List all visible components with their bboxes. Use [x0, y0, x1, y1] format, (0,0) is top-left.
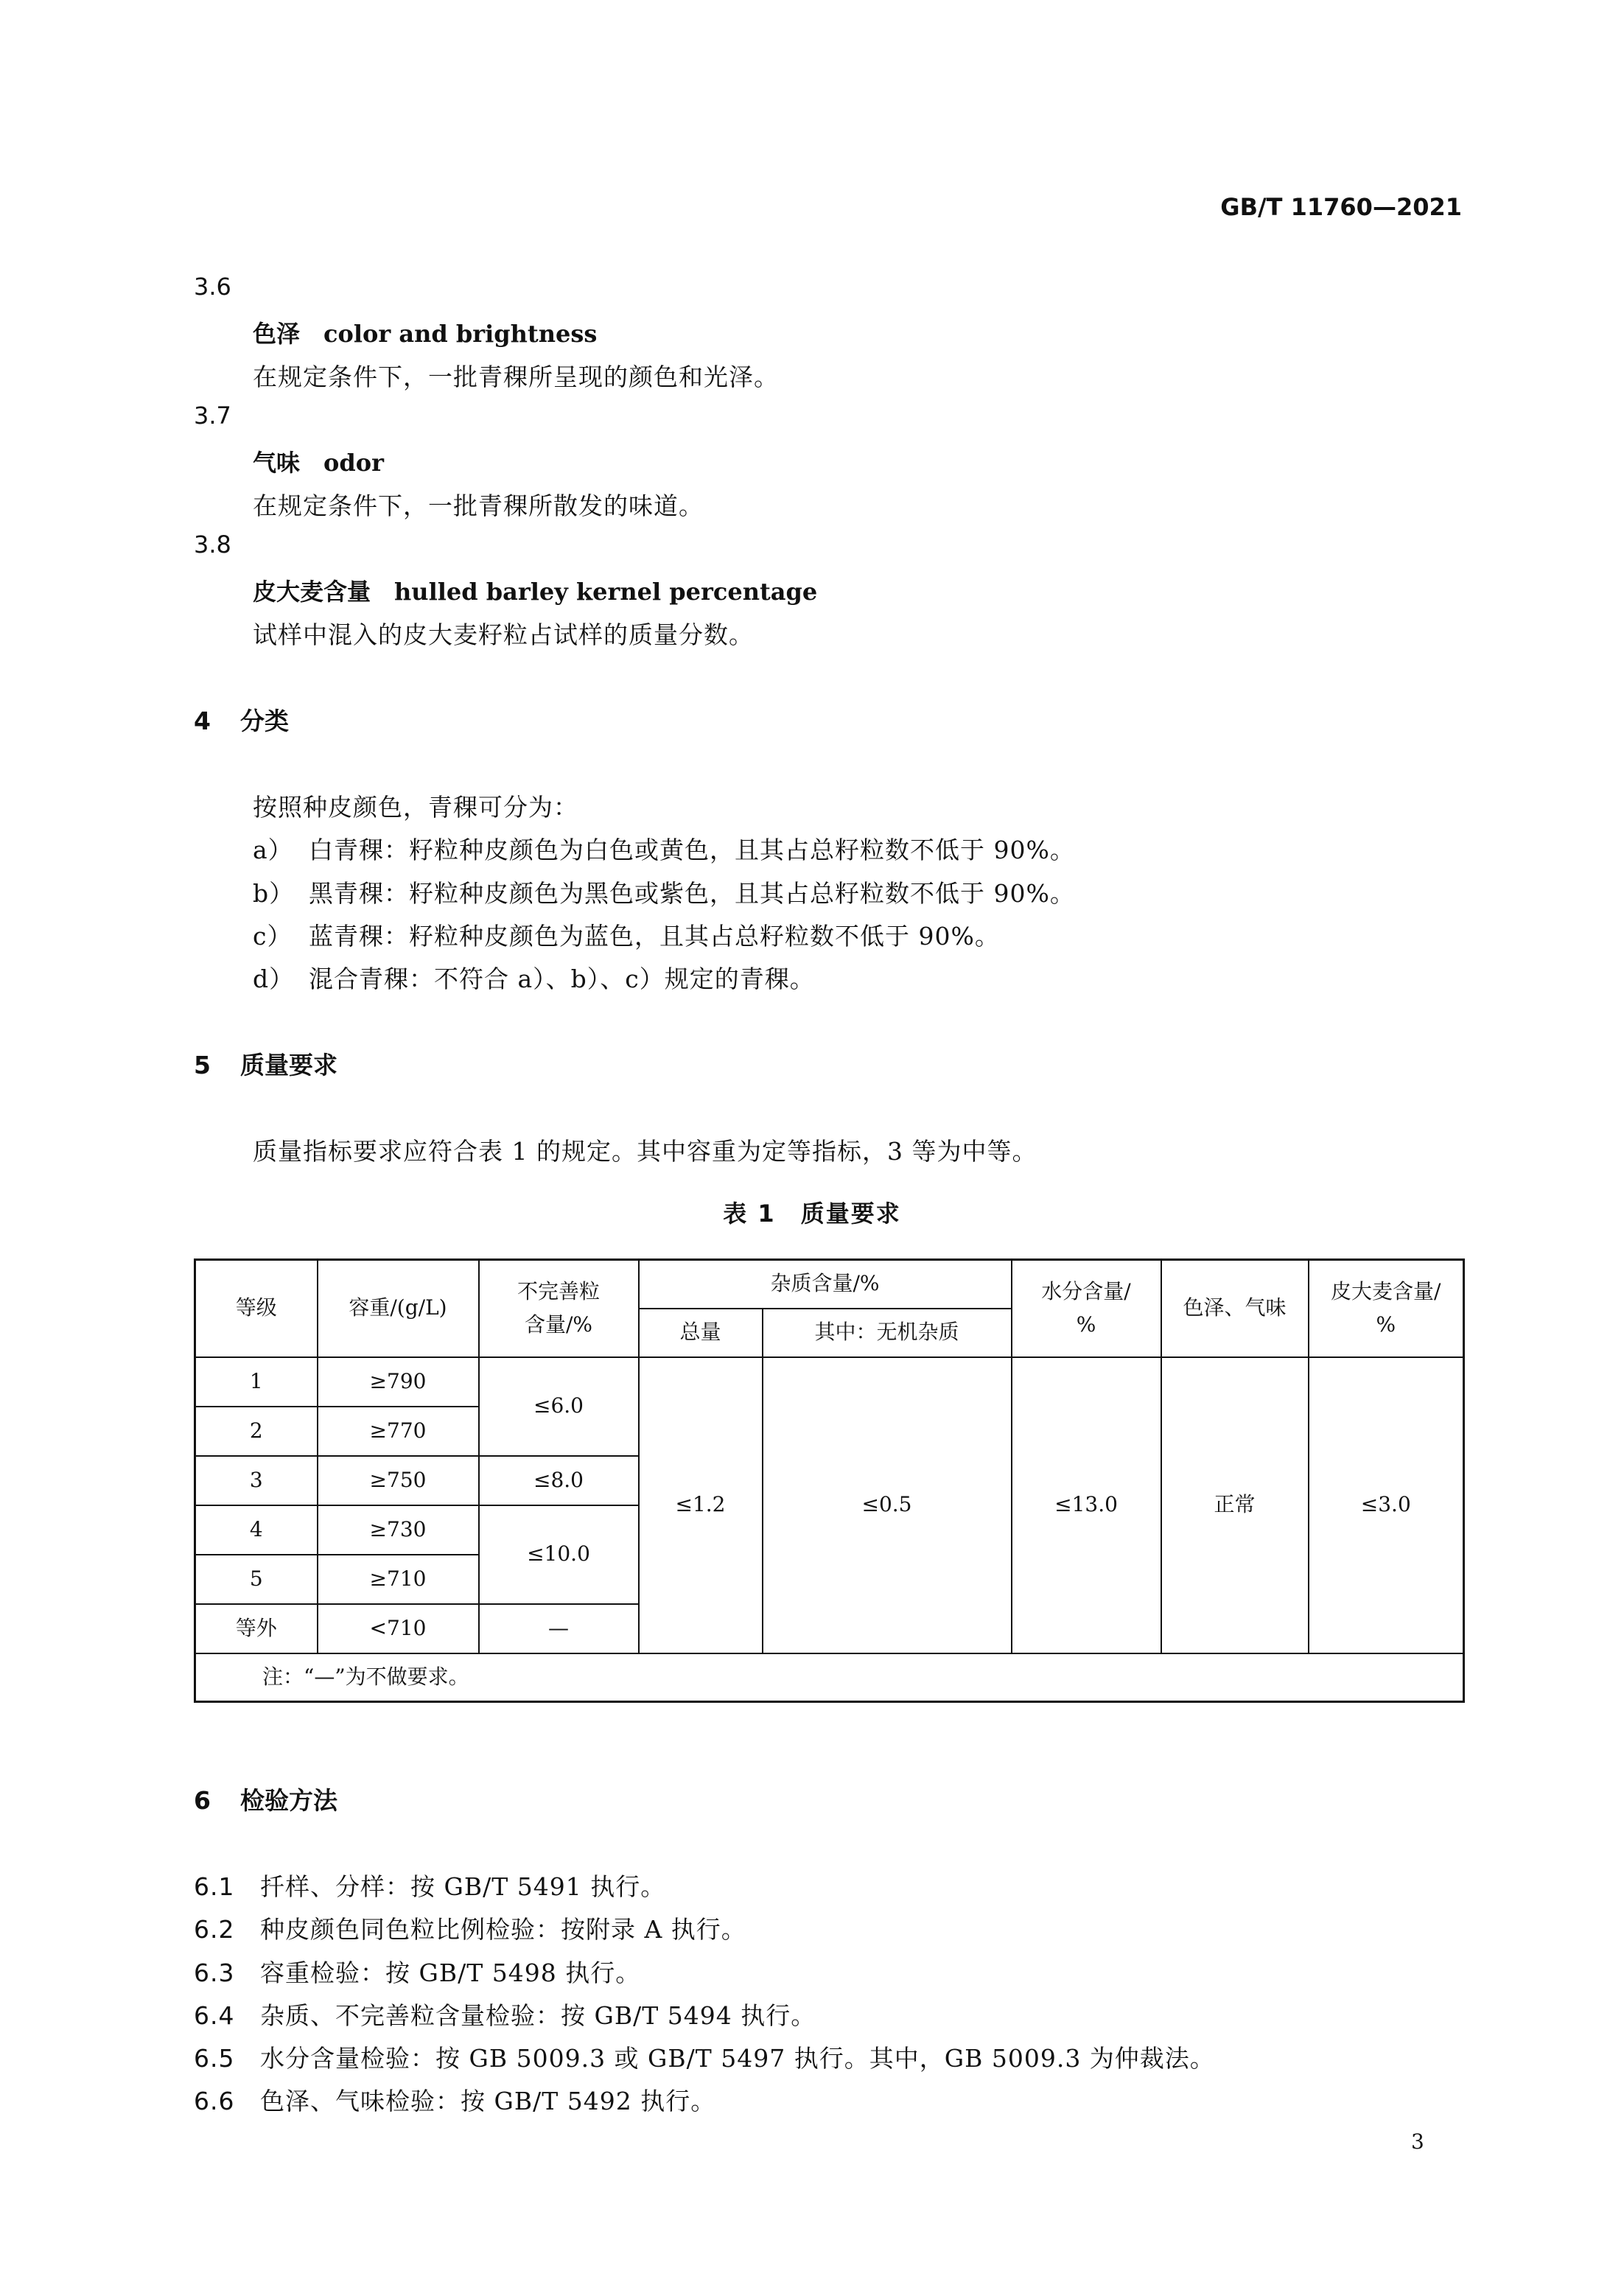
page-number: 3 — [1411, 2129, 1424, 2154]
section-6-heading — [194, 1782, 337, 1816]
term-number: 3.7 — [194, 402, 231, 430]
term-heading — [253, 573, 817, 607]
section-5-heading — [194, 1046, 337, 1081]
section-number: 6 — [194, 1786, 211, 1815]
grade-cell: 等外 — [195, 1604, 318, 1653]
term-number: 3.8 — [194, 531, 231, 559]
header-color-odor: 色泽、气味 — [1161, 1260, 1309, 1357]
density-cell: <710 — [318, 1604, 479, 1653]
term-definition: 试样中混入的皮大麦籽粒占试样的质量分数。 — [253, 620, 754, 649]
term-zh: 气味 — [253, 449, 301, 477]
density-cell: ≥770 — [318, 1407, 479, 1456]
list-text: 混合青稞：不符合 a）、b）、c）规定的青稞。 — [309, 965, 815, 993]
header-hulled-line1: 皮大麦含量/ — [1331, 1278, 1441, 1303]
header-grade: 等级 — [195, 1260, 318, 1357]
header-bulk-density: 容重/(g/L) — [318, 1260, 479, 1357]
density-cell: ≥790 — [318, 1357, 479, 1407]
clause — [194, 1997, 816, 2031]
header-imperfect-line1: 不完善粒 — [517, 1278, 600, 1303]
list-label: a） — [253, 836, 293, 864]
term-en: odor — [323, 449, 384, 477]
list-item — [253, 917, 1000, 952]
table-caption: 表 1 质量要求 — [723, 1200, 901, 1228]
header-imperfect — [479, 1260, 639, 1357]
clause — [194, 1911, 746, 1945]
term-heading — [253, 315, 597, 349]
header-moisture-line2: % — [1076, 1312, 1096, 1337]
imperfect-cell: ≤10.0 — [479, 1505, 639, 1604]
imperfect-cell: — — [479, 1604, 639, 1653]
imperfect-cell: ≤6.0 — [479, 1357, 639, 1456]
term-definition: 在规定条件下，一批青稞所散发的味道。 — [253, 491, 704, 520]
list-item — [253, 875, 1075, 909]
impurity-inorganic-cell: ≤0.5 — [763, 1357, 1012, 1653]
grade-cell: 5 — [195, 1555, 318, 1604]
clause-number: 6.5 — [194, 2044, 235, 2073]
section-title: 分类 — [239, 707, 289, 735]
list-label: b） — [253, 879, 295, 908]
clause — [194, 2040, 1215, 2074]
density-cell: ≥750 — [318, 1456, 479, 1505]
density-cell: ≥730 — [318, 1505, 479, 1555]
moisture-cell: ≤13.0 — [1012, 1357, 1161, 1653]
section-title: 检验方法 — [239, 1786, 337, 1815]
section-number: 4 — [194, 707, 211, 735]
table-row — [195, 1357, 1464, 1407]
header-moisture — [1012, 1260, 1161, 1357]
grade-cell: 2 — [195, 1407, 318, 1456]
list-text: 蓝青稞：籽粒种皮颜色为蓝色，且其占总籽粒数不低于 90%。 — [309, 922, 1000, 951]
hulled-cell: ≤3.0 — [1309, 1357, 1464, 1653]
color-odor-cell: 正常 — [1161, 1357, 1309, 1653]
clause-number: 6.3 — [194, 1958, 235, 1987]
header-imperfect-line2: 含量/% — [524, 1312, 593, 1337]
header-hulled-line2: % — [1376, 1312, 1396, 1337]
clause — [194, 2082, 715, 2117]
list-text: 黑青稞：籽粒种皮颜色为黑色或紫色，且其占总籽粒数不低于 90%。 — [309, 879, 1075, 908]
section-title: 质量要求 — [239, 1051, 337, 1079]
clause-text: 水分含量检验：按 GB 5009.3 或 GB/T 5497 执行。其中，GB 5009.3 为仲裁法。 — [260, 2044, 1215, 2073]
term-zh: 皮大麦含量 — [253, 578, 371, 606]
density-cell: ≥710 — [318, 1555, 479, 1604]
clause-text: 杂质、不完善粒含量检验：按 GB/T 5494 执行。 — [260, 2001, 816, 2030]
header-moisture-line1: 水分含量/ — [1041, 1278, 1131, 1303]
header-hulled — [1309, 1260, 1464, 1357]
quality-table — [194, 1258, 1465, 1703]
header-impurity-total: 总量 — [639, 1309, 763, 1357]
section-5-intro: 质量指标要求应符合表 1 的规定。其中容重为定等指标，3 等为中等。 — [253, 1137, 1037, 1166]
clause-text: 扦样、分样：按 GB/T 5491 执行。 — [260, 1872, 666, 1901]
clause-text: 容重检验：按 GB/T 5498 执行。 — [260, 1958, 641, 1987]
section-number: 5 — [194, 1051, 211, 1079]
list-item — [253, 831, 1075, 866]
section-4-heading — [194, 702, 289, 737]
clause — [194, 1868, 665, 1902]
clause-text: 种皮颜色同色粒比例检验：按附录 A 执行。 — [260, 1915, 746, 1944]
clause — [194, 1954, 640, 1989]
list-item — [253, 960, 815, 995]
list-label: d） — [253, 965, 295, 993]
impurity-total-cell: ≤1.2 — [639, 1357, 763, 1653]
term-heading — [253, 444, 384, 478]
clause-number: 6.6 — [194, 2087, 235, 2115]
grade-cell: 1 — [195, 1357, 318, 1407]
term-number: 3.6 — [194, 273, 231, 301]
imperfect-cell: ≤8.0 — [479, 1456, 639, 1505]
clause-number: 6.4 — [194, 2001, 235, 2030]
clause-text: 色泽、气味检验：按 GB/T 5492 执行。 — [260, 2087, 716, 2115]
section-4-intro: 按照种皮颜色，青稞可分为： — [253, 793, 578, 822]
table-note: 注：“—”为不做要求。 — [195, 1653, 1464, 1702]
term-zh: 色泽 — [253, 320, 301, 348]
list-text: 白青稞：籽粒种皮颜色为白色或黄色，且其占总籽粒数不低于 90%。 — [309, 836, 1075, 864]
list-label: c） — [253, 922, 293, 951]
clause-number: 6.2 — [194, 1915, 235, 1944]
term-en: hulled barley kernel percentage — [394, 578, 818, 606]
clause-number: 6.1 — [194, 1872, 235, 1901]
header-impurity-inorganic: 其中：无机杂质 — [763, 1309, 1012, 1357]
grade-cell: 4 — [195, 1505, 318, 1555]
term-en: color and brightness — [323, 320, 598, 348]
grade-cell: 3 — [195, 1456, 318, 1505]
header-impurity: 杂质含量/% — [639, 1260, 1012, 1309]
document-code: GB/T 11760—2021 — [1220, 193, 1462, 221]
term-definition: 在规定条件下，一批青稞所呈现的颜色和光泽。 — [253, 363, 779, 391]
